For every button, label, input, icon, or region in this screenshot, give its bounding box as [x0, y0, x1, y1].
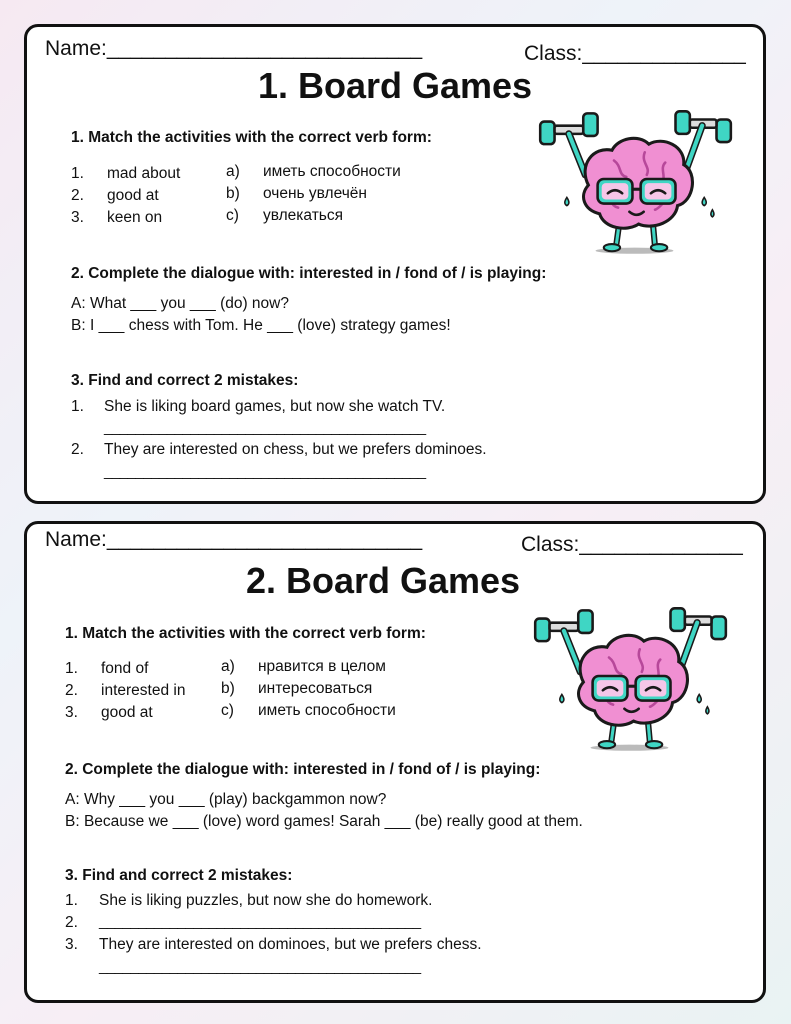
mistake-sentence: They are interested on chess, but we prefers dominoes.	[104, 441, 487, 458]
mistake-num: 2.	[71, 441, 84, 458]
mistake-num: 3.	[65, 936, 78, 953]
worksheet-title: 2. Board Games	[245, 560, 521, 601]
dialogue-line: B: Because we ___ (love) word games! Sarah ___ (be) really good at them.	[65, 813, 583, 830]
mistake-num: 1.	[65, 892, 78, 909]
match-left-num: 1.	[71, 165, 84, 182]
mistake-num: 2.	[65, 914, 78, 931]
match-left-item: keen on	[107, 209, 163, 226]
dialogue-line: A: Why ___ you ___ (play) backgammon now?	[65, 791, 387, 808]
match-right-item: интересоваться	[258, 680, 373, 697]
match-right-item: увлекаться	[263, 207, 344, 224]
dialogue-heading: 2. Complete the dialogue with: interested in / fond of / is playing:	[71, 265, 547, 282]
match-right-letter: b)	[226, 185, 240, 202]
brain-dumbbell-illustration	[532, 103, 737, 257]
answer-line[interactable]: _________________________________________	[99, 958, 421, 975]
brain-dumbbell-illustration	[527, 600, 732, 754]
match-left-item: good at	[107, 187, 159, 204]
mistakes-heading: 3. Find and correct 2 mistakes:	[65, 867, 293, 884]
worksheet-card-1	[24, 24, 766, 504]
match-right-letter: c)	[226, 207, 239, 224]
name-field-label: Name:___________________________	[45, 528, 423, 551]
match-right-item: иметь способности	[263, 163, 401, 180]
match-left-item: mad about	[107, 165, 181, 182]
match-left-num: 2.	[71, 187, 84, 204]
class-field-label: Class:______________	[524, 42, 746, 65]
match-left-num: 2.	[65, 682, 78, 699]
answer-line[interactable]: _________________________________________	[104, 463, 426, 480]
name-field-label: Name:___________________________	[45, 37, 423, 60]
worksheet-title: 1. Board Games	[257, 65, 533, 106]
match-right-letter: a)	[221, 658, 235, 675]
match-heading: 1. Match the activities with the correct verb form:	[71, 129, 432, 146]
mistakes-heading: 3. Find and correct 2 mistakes:	[71, 372, 299, 389]
worksheet-card-2	[24, 521, 766, 1003]
match-right-item: нравится в целом	[258, 658, 386, 675]
match-right-item: иметь способности	[258, 702, 396, 719]
match-heading: 1. Match the activities with the correct verb form:	[65, 625, 426, 642]
dialogue-line: B: I ___ chess with Tom. He ___ (love) strategy games!	[71, 317, 451, 334]
mistake-sentence: She is liking puzzles, but now she do homework.	[99, 892, 433, 909]
dialogue-heading: 2. Complete the dialogue with: interested in / fond of / is playing:	[65, 761, 541, 778]
answer-line[interactable]: _________________________________________	[99, 913, 421, 930]
match-left-item: fond of	[101, 660, 149, 677]
class-field-label: Class:______________	[521, 533, 743, 556]
mistake-sentence: She is liking board games, but now she watch TV.	[104, 398, 446, 415]
match-right-letter: b)	[221, 680, 235, 697]
match-right-letter: c)	[221, 702, 234, 719]
answer-line[interactable]: _________________________________________	[104, 419, 426, 436]
match-left-num: 3.	[71, 209, 84, 226]
dialogue-line: A: What ___ you ___ (do) now?	[71, 295, 289, 312]
match-right-item: очень увлечён	[263, 185, 367, 202]
match-left-num: 3.	[65, 704, 78, 721]
mistake-sentence: They are interested on dominoes, but we prefers chess.	[99, 936, 482, 953]
match-left-num: 1.	[65, 660, 78, 677]
match-left-item: good at	[101, 704, 153, 721]
match-right-letter: a)	[226, 163, 240, 180]
match-left-item: interested in	[101, 682, 186, 699]
mistake-num: 1.	[71, 398, 84, 415]
